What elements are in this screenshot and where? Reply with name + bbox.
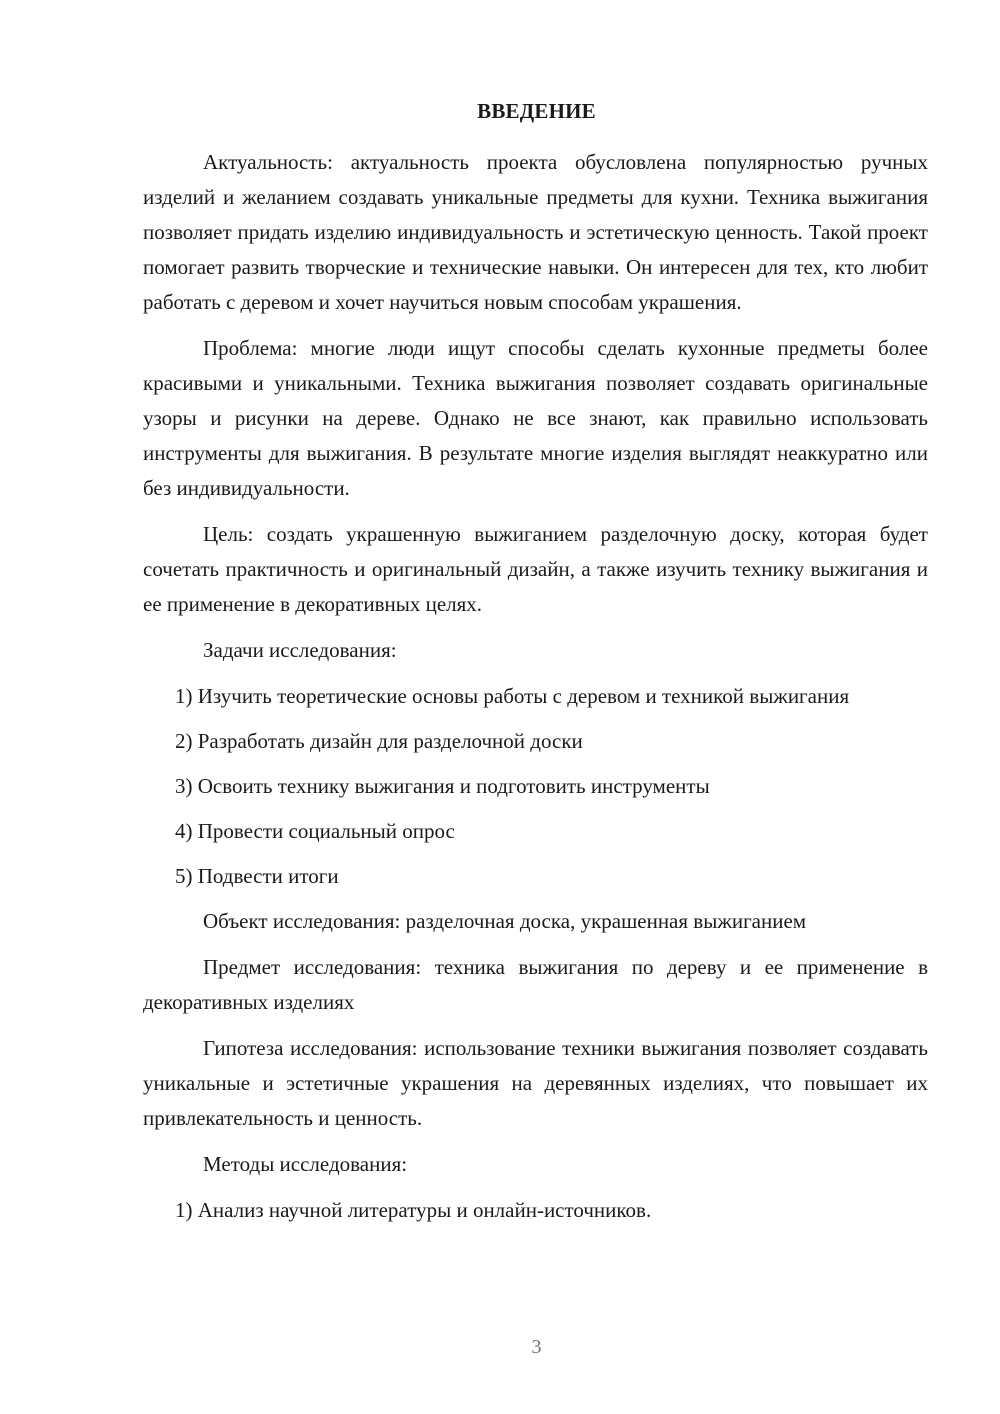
methods-heading: Методы исследования:	[203, 1152, 408, 1176]
task-item-2: 2) Разработать дизайн для разделочной доски	[175, 729, 583, 753]
object-paragraph: Объект исследования: разделочная доска, украшенная выжиганием	[203, 909, 807, 933]
task-item-4: 4) Провести социальный опрос	[175, 819, 455, 843]
tasks-heading: Задачи исследования:	[203, 638, 397, 662]
task-item-3: 3) Освоить технику выжигания и подготовить инструменты	[175, 774, 710, 798]
page-title: ВВЕДЕНИЕ	[477, 99, 596, 123]
goal-paragraph: Цель: создать украшенную выжиганием разделочную доску, которая будет сочетать практичность и оригинальный дизайн, а также изучить технику выжигания и ее применение в декоративных целях.	[143, 522, 928, 616]
relevance-paragraph: Актуальность: актуальность проекта обусловлена популярностью ручных изделий и желанием создавать уникальные предметы для кухни. Техника выжигания позволяет придать изделию индивидуальность и эстетическую ценность. Такой проект помогает развить творческие и технические навыки. Он интересен для тех, кто любит работать с деревом и хочет научиться новым способам украшения.	[143, 150, 928, 314]
task-item-1: 1) Изучить теоретические основы работы с деревом и техникой выжигания	[175, 684, 850, 708]
task-item-5: 5) Подвести итоги	[175, 864, 339, 888]
problem-paragraph: Проблема: многие люди ищут способы сделать кухонные предметы более красивыми и уникальными. Техника выжигания позволяет создавать оригинальные узоры и рисунки на дереве. Однако не все знают, как правильно использовать инструменты для выжигания. В результате многие изделия выглядят неаккуратно или без индивидуальности.	[143, 336, 928, 500]
document-body	[143, 145, 928, 1238]
hypothesis-paragraph: Гипотеза исследования: использование техники выжигания позволяет создавать уникальные и эстетичные украшения на деревянных изделиях, что повышает их привлекательность и ценность.	[143, 1036, 928, 1130]
page-number: 3	[531, 1336, 542, 1358]
subject-paragraph: Предмет исследования: техника выжигания по дереву и ее применение в декоративных изделиях	[143, 955, 928, 1014]
method-item-1: 1) Анализ научной литературы и онлайн-источников.	[175, 1198, 652, 1222]
